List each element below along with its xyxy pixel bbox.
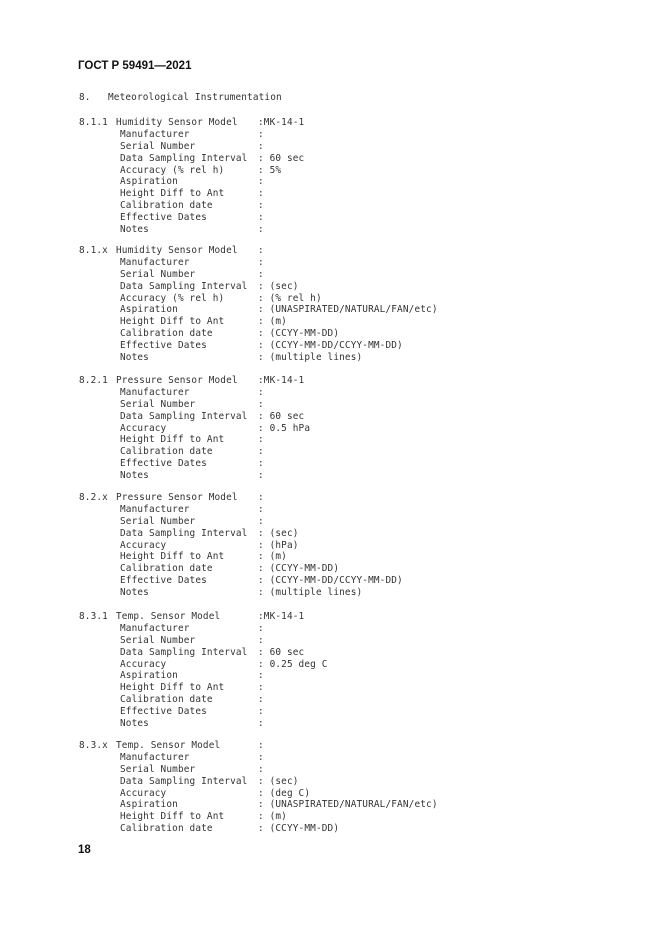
field-value: :	[258, 140, 264, 152]
field-label: Serial Number	[120, 763, 196, 775]
document-header: ГОСТ Р 59491—2021	[78, 60, 192, 72]
field-value: :	[258, 763, 264, 775]
field-label: Manufacturer	[120, 751, 190, 763]
field-label: Height Diff to Ant	[120, 316, 225, 328]
field-value: : (CCYY-MM-DD)	[258, 563, 340, 575]
field-value: :	[258, 503, 264, 515]
field-label: Pressure Sensor Model	[116, 492, 238, 503]
field-label: Manufacturer	[120, 128, 190, 140]
field-value: : (deg C)	[258, 787, 311, 799]
field-value: :MK-14-1	[258, 375, 305, 386]
field-value: :	[258, 398, 264, 410]
field-value: :	[258, 470, 264, 482]
field-value: :	[258, 458, 264, 470]
field-value: : 5%	[258, 164, 282, 176]
field-label: Notes	[120, 224, 149, 236]
field-value: : (hPa)	[258, 539, 299, 551]
field-label: Calibration date	[120, 823, 213, 835]
field-value: :	[258, 176, 264, 188]
block-number: 8.3.1	[79, 611, 108, 622]
field-label: Effective Dates	[120, 575, 207, 587]
section-number: 8.	[79, 92, 91, 103]
field-label: Accuracy	[120, 539, 167, 551]
field-value: :	[258, 492, 264, 503]
field-label: Calibration date	[120, 446, 213, 458]
field-value: : 60 sec	[258, 152, 305, 164]
field-label: Manufacturer	[120, 386, 190, 398]
field-label: Height Diff to Ant	[120, 682, 225, 694]
field-value: :	[258, 188, 264, 200]
field-label: Serial Number	[120, 140, 196, 152]
field-label: Manufacturer	[120, 503, 190, 515]
field-label: Effective Dates	[120, 340, 207, 352]
field-value: :	[258, 515, 264, 527]
field-label: Effective Dates	[120, 212, 207, 224]
field-label: Accuracy	[120, 658, 167, 670]
field-label: Data Sampling Interval	[120, 280, 248, 292]
field-label: Humidity Sensor Model	[116, 245, 238, 256]
field-label: Accuracy	[120, 787, 167, 799]
field-label: Notes	[120, 718, 149, 730]
field-label: Height Diff to Ant	[120, 188, 225, 200]
block-number: 8.1.1	[79, 117, 108, 128]
field-label: Aspiration	[120, 799, 178, 811]
field-label: Calibration date	[120, 563, 213, 575]
field-value: :	[258, 622, 264, 634]
field-value: : (CCYY-MM-DD/CCYY-MM-DD)	[258, 340, 403, 352]
field-label: Notes	[120, 470, 149, 482]
field-label: Calibration date	[120, 694, 213, 706]
field-value: :	[258, 694, 264, 706]
page-number: 18	[78, 844, 91, 856]
field-label: Calibration date	[120, 200, 213, 212]
field-value: : (multiple lines)	[258, 352, 363, 364]
field-value: :	[258, 740, 264, 751]
field-label: Notes	[120, 587, 149, 599]
field-value: : (CCYY-MM-DD)	[258, 328, 340, 340]
field-label: Data Sampling Interval	[120, 527, 248, 539]
field-value: :	[258, 434, 264, 446]
field-label: Aspiration	[120, 176, 178, 188]
block-number: 8.2.1	[79, 375, 108, 386]
field-label: Accuracy	[120, 422, 167, 434]
field-value: : 0.25 deg C	[258, 658, 328, 670]
field-label: Humidity Sensor Model	[116, 117, 238, 128]
section-title-text: Meteorological Instrumentation	[107, 92, 282, 103]
field-label: Height Diff to Ant	[120, 551, 225, 563]
field-value: :	[258, 224, 264, 236]
field-label: Serial Number	[120, 268, 196, 280]
field-value: : (multiple lines)	[258, 587, 363, 599]
field-value: : 60 sec	[258, 646, 305, 658]
field-label: Data Sampling Interval	[120, 152, 248, 164]
field-label: Pressure Sensor Model	[116, 375, 238, 386]
field-value: :	[258, 245, 264, 256]
field-value: :	[258, 718, 264, 730]
field-value: : 0.5 hPa	[258, 422, 311, 434]
section-title	[79, 92, 282, 103]
field-label: Temp. Sensor Model	[116, 611, 221, 622]
field-value: : 60 sec	[258, 410, 305, 422]
field-label: Manufacturer	[120, 256, 190, 268]
field-value: :MK-14-1	[258, 611, 305, 622]
field-value: : (sec)	[258, 280, 299, 292]
field-label: Serial Number	[120, 515, 196, 527]
field-label: Height Diff to Ant	[120, 811, 225, 823]
field-value: :	[258, 634, 264, 646]
field-value: : (m)	[258, 551, 287, 563]
field-label: Serial Number	[120, 398, 196, 410]
field-label: Accuracy (% rel h)	[120, 292, 225, 304]
field-value: :	[258, 268, 264, 280]
field-value: : (UNASPIRATED/NATURAL/FAN/etc)	[258, 799, 438, 811]
field-value: :	[258, 751, 264, 763]
field-label: Data Sampling Interval	[120, 410, 248, 422]
field-value: :	[258, 706, 264, 718]
field-value: : (sec)	[258, 775, 299, 787]
field-value: : (% rel h)	[258, 292, 322, 304]
field-value: :	[258, 386, 264, 398]
field-value: :	[258, 670, 264, 682]
field-label: Data Sampling Interval	[120, 646, 248, 658]
block-number: 8.2.x	[79, 492, 108, 503]
field-value: :	[258, 200, 264, 212]
field-value: :	[258, 128, 264, 140]
field-label: Effective Dates	[120, 458, 207, 470]
field-label: Notes	[120, 352, 149, 364]
field-value: : (CCYY-MM-DD/CCYY-MM-DD)	[258, 575, 403, 587]
field-value: :	[258, 446, 264, 458]
field-label: Aspiration	[120, 304, 178, 316]
block-number: 8.3.x	[79, 740, 108, 751]
block-number: 8.1.x	[79, 245, 108, 256]
field-value: : (sec)	[258, 527, 299, 539]
field-label: Height Diff to Ant	[120, 434, 225, 446]
field-value: : (CCYY-MM-DD)	[258, 823, 340, 835]
field-value: : (m)	[258, 811, 287, 823]
field-label: Temp. Sensor Model	[116, 740, 221, 751]
field-value: :	[258, 682, 264, 694]
field-label: Aspiration	[120, 670, 178, 682]
field-value: :	[258, 212, 264, 224]
field-value: : (UNASPIRATED/NATURAL/FAN/etc)	[258, 304, 438, 316]
field-value: :MK-14-1	[258, 117, 305, 128]
field-value: :	[258, 256, 264, 268]
field-label: Serial Number	[120, 634, 196, 646]
field-label: Effective Dates	[120, 706, 207, 718]
field-label: Accuracy (% rel h)	[120, 164, 225, 176]
field-label: Calibration date	[120, 328, 213, 340]
field-label: Manufacturer	[120, 622, 190, 634]
field-value: : (m)	[258, 316, 287, 328]
field-label: Data Sampling Interval	[120, 775, 248, 787]
